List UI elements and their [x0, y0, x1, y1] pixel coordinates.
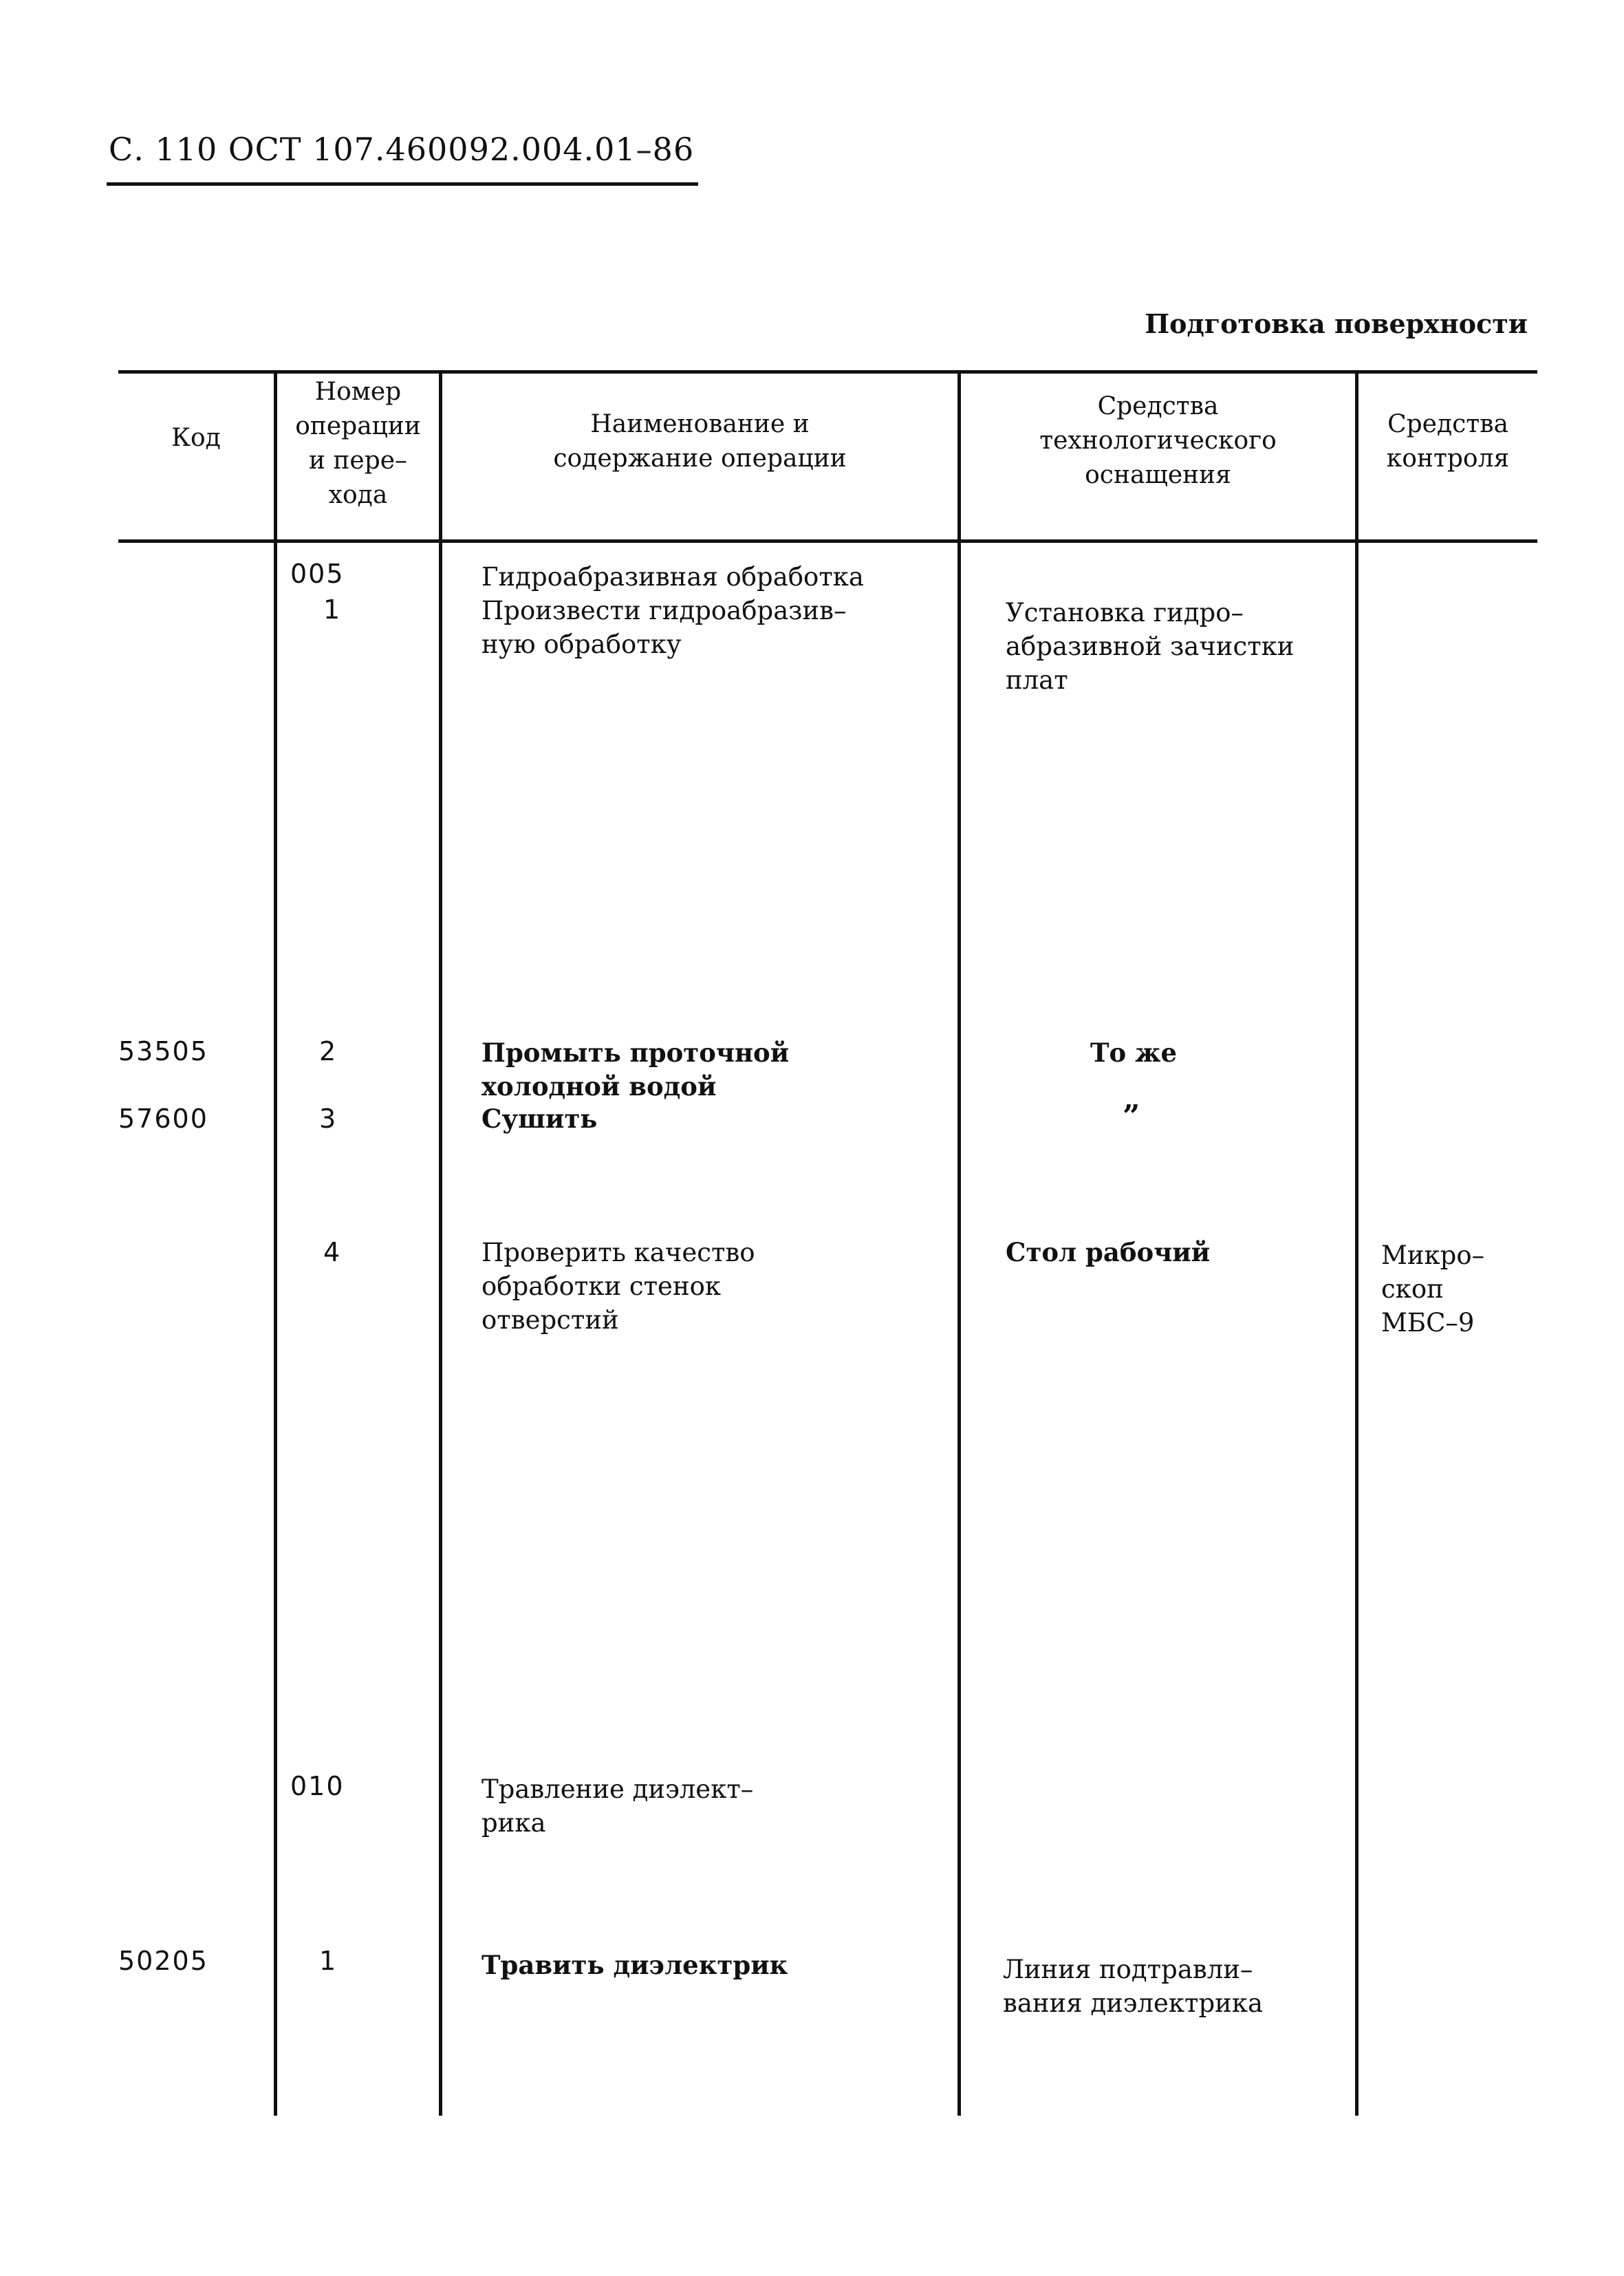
column-header-equipment: Средства технологического оснащения — [1039, 392, 1277, 489]
column-divider-1 — [274, 372, 277, 2116]
table-row-op-name: Гидроабразивная обработка — [481, 562, 864, 592]
table-row-op-number: 005 — [290, 559, 345, 589]
table-row-op-name: Произвести гидроабразив– ную обработку — [481, 596, 847, 659]
table-row-op-number: 4 — [323, 1237, 342, 1267]
table-row-equipment: Линия подтравли– вания диэлектрика — [1003, 1955, 1264, 2018]
table-row-op-name: Проверить качество обработки стенок отверстий — [481, 1238, 755, 1335]
table-top-rule — [118, 370, 1537, 374]
table-row-equipment: Установка гидро– абразивной зачистки плат — [1006, 598, 1295, 695]
column-header-control: Средства контроля — [1386, 410, 1510, 473]
page-header-title: С. 110 ОСТ 107.460092.004.01–86 — [109, 131, 695, 168]
table-row-control: Микро– скоп МБС–9 — [1381, 1241, 1485, 1338]
table-row-code: 53505 — [118, 1036, 208, 1066]
column-divider-4 — [1355, 372, 1358, 2116]
table-row-code: 50205 — [118, 1946, 208, 1976]
table-row-op-number: 1 — [319, 1946, 338, 1976]
header-underline — [107, 182, 698, 186]
table-row-op-name: Сушить — [481, 1104, 598, 1134]
table-header-rule — [118, 539, 1537, 543]
table-row-equipment: Стол рабочий — [1006, 1237, 1211, 1267]
column-header-code: Код — [171, 424, 221, 452]
table-row-equipment-ditto: ” — [1123, 1099, 1140, 1134]
column-header-operation-name: Наименование и содержание операции — [553, 410, 847, 473]
column-divider-2 — [439, 372, 442, 2116]
table-row-op-number: 010 — [290, 1771, 345, 1801]
table-row-equipment: То же — [1090, 1038, 1177, 1068]
table-row-op-number: 2 — [319, 1036, 338, 1066]
table-row-op-name: Травить диэлектрик — [481, 1950, 788, 1980]
table-row-op-name: Травление диэлект– рика — [481, 1774, 754, 1838]
table-row-op-number: 1 — [323, 594, 342, 625]
section-title: Подготовка поверхности — [1145, 308, 1528, 339]
table-row-code: 57600 — [118, 1104, 208, 1134]
table-row-op-name: Промыть проточной холодной водой — [481, 1038, 790, 1102]
column-header-operation-number: Номер операции и пере– хода — [295, 378, 421, 509]
column-divider-3 — [957, 372, 961, 2116]
table-row-op-number: 3 — [319, 1104, 338, 1134]
